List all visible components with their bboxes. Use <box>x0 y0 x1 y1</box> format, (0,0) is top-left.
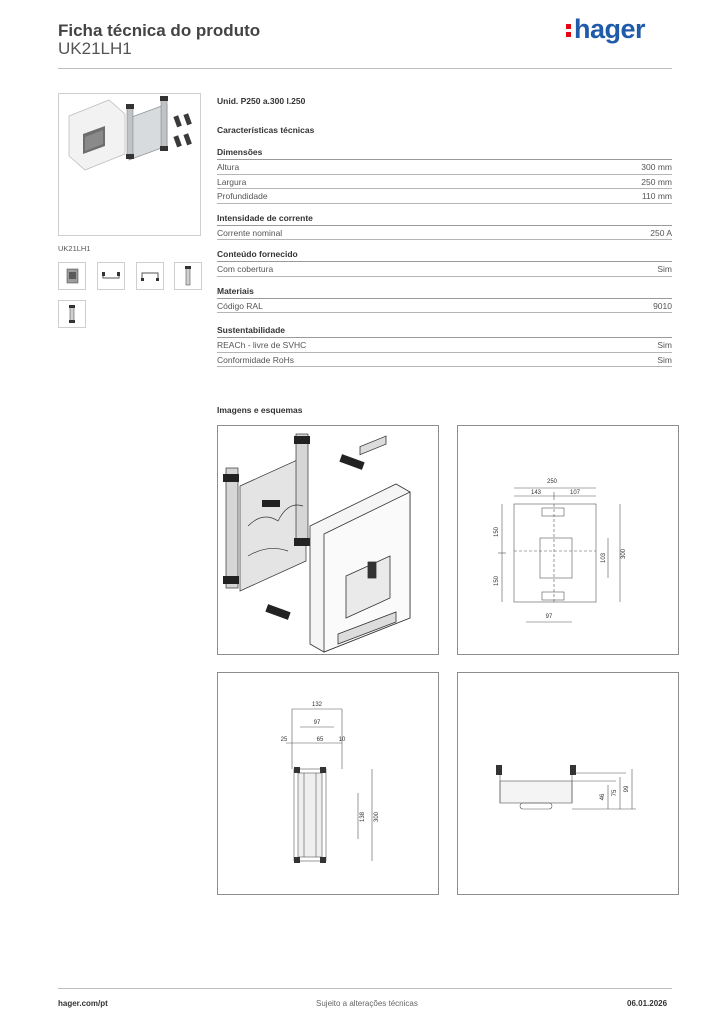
group-title: Materiais <box>217 286 672 299</box>
dim-bottom-height: 150 <box>494 575 500 587</box>
spec-value: Sim <box>657 264 672 274</box>
spec-group-dimensions <box>217 147 672 204</box>
spec-row <box>217 226 672 241</box>
dim-h1: 138 <box>360 811 366 823</box>
spec-label: Corrente nominal <box>217 227 283 238</box>
footer-date: 06.01.2026 <box>627 999 668 1008</box>
dim-window-height: 103 <box>601 552 607 564</box>
footer-notice: Sujeito a alterações técnicas <box>316 999 418 1008</box>
dim-right: 107 <box>569 490 581 496</box>
spec-group-contents <box>217 249 672 277</box>
spec-value: Sim <box>657 340 672 350</box>
dim-top: 132 <box>311 702 323 708</box>
logo-text: hager <box>574 14 646 44</box>
dim-top-height: 150 <box>494 526 500 538</box>
spec-group-sustainability <box>217 325 672 367</box>
spec-row <box>217 338 672 353</box>
dim-left: 143 <box>530 490 542 496</box>
side-rail-icon[interactable] <box>174 262 202 290</box>
dim-c: 10 <box>338 737 346 743</box>
images-heading: Imagens e esquemas <box>217 405 303 415</box>
spec-row <box>217 175 672 190</box>
product-reference: Unid. P250 a.300 l.250 <box>217 96 306 106</box>
group-title: Conteúdo fornecido <box>217 249 672 262</box>
exploded-view-figure <box>217 425 439 655</box>
group-title: Intensidade de corrente <box>217 213 672 226</box>
dim-a: 25 <box>280 737 288 743</box>
dim-d3: 99 <box>624 785 630 793</box>
header-divider <box>58 68 672 69</box>
spec-value: 110 mm <box>641 191 672 201</box>
spec-value: Sim <box>657 354 672 365</box>
spec-label: Altura <box>217 162 240 172</box>
spec-row <box>217 189 672 204</box>
footer-divider <box>58 988 672 989</box>
front-dimension-drawing <box>457 425 679 655</box>
product-code-label: UK21LH1 <box>58 244 91 253</box>
spec-group-current <box>217 213 672 241</box>
product-reference-heading: UK21LH1 <box>58 39 132 58</box>
spec-label: Código RAL <box>217 300 263 311</box>
dim-d1: 46 <box>600 793 606 801</box>
spec-label: Com cobertura <box>217 264 274 274</box>
spec-value: 250 A <box>650 227 672 238</box>
spec-label: Largura <box>217 176 247 187</box>
logo-accent-icon <box>566 21 572 40</box>
dim-mid: 97 <box>313 720 321 726</box>
dim-bottom: 97 <box>545 614 553 620</box>
section-title: Características técnicas <box>217 125 315 135</box>
spec-row <box>217 299 672 314</box>
brand-logo <box>566 14 645 45</box>
dim-d2: 75 <box>612 789 618 797</box>
side-dimension-drawing <box>217 672 439 895</box>
handle-icon[interactable] <box>136 262 164 290</box>
spec-label: Profundidade <box>217 191 268 201</box>
dim-h2: 300 <box>374 811 380 823</box>
spec-row <box>217 160 672 175</box>
group-title: Dimensões <box>217 147 672 160</box>
document-title: Ficha técnica do produto <box>58 21 261 40</box>
spec-value: 9010 <box>653 300 672 311</box>
technical-specifications <box>217 96 672 367</box>
group-title: Sustentabilidade <box>217 325 672 338</box>
footer-website-link[interactable]: hager.com/pt <box>58 999 108 1008</box>
spec-label: REACh - livre de SVHC <box>217 340 307 350</box>
spec-label: Conformidade RoHs <box>217 354 295 365</box>
dim-overall-height: 300 <box>621 548 627 560</box>
spec-value: 300 mm <box>641 162 672 172</box>
spec-row <box>217 262 672 277</box>
end-dimension-drawing <box>457 672 679 895</box>
dim-overall-width: 250 <box>546 479 558 485</box>
small-rail-icon[interactable] <box>58 300 86 328</box>
spec-row <box>217 353 672 368</box>
product-photo <box>58 93 201 236</box>
dim-b: 65 <box>316 737 324 743</box>
spec-value: 250 mm <box>641 176 672 187</box>
spec-group-materials <box>217 286 672 314</box>
front-view-icon[interactable] <box>58 262 86 290</box>
bracket-icon[interactable] <box>97 262 125 290</box>
